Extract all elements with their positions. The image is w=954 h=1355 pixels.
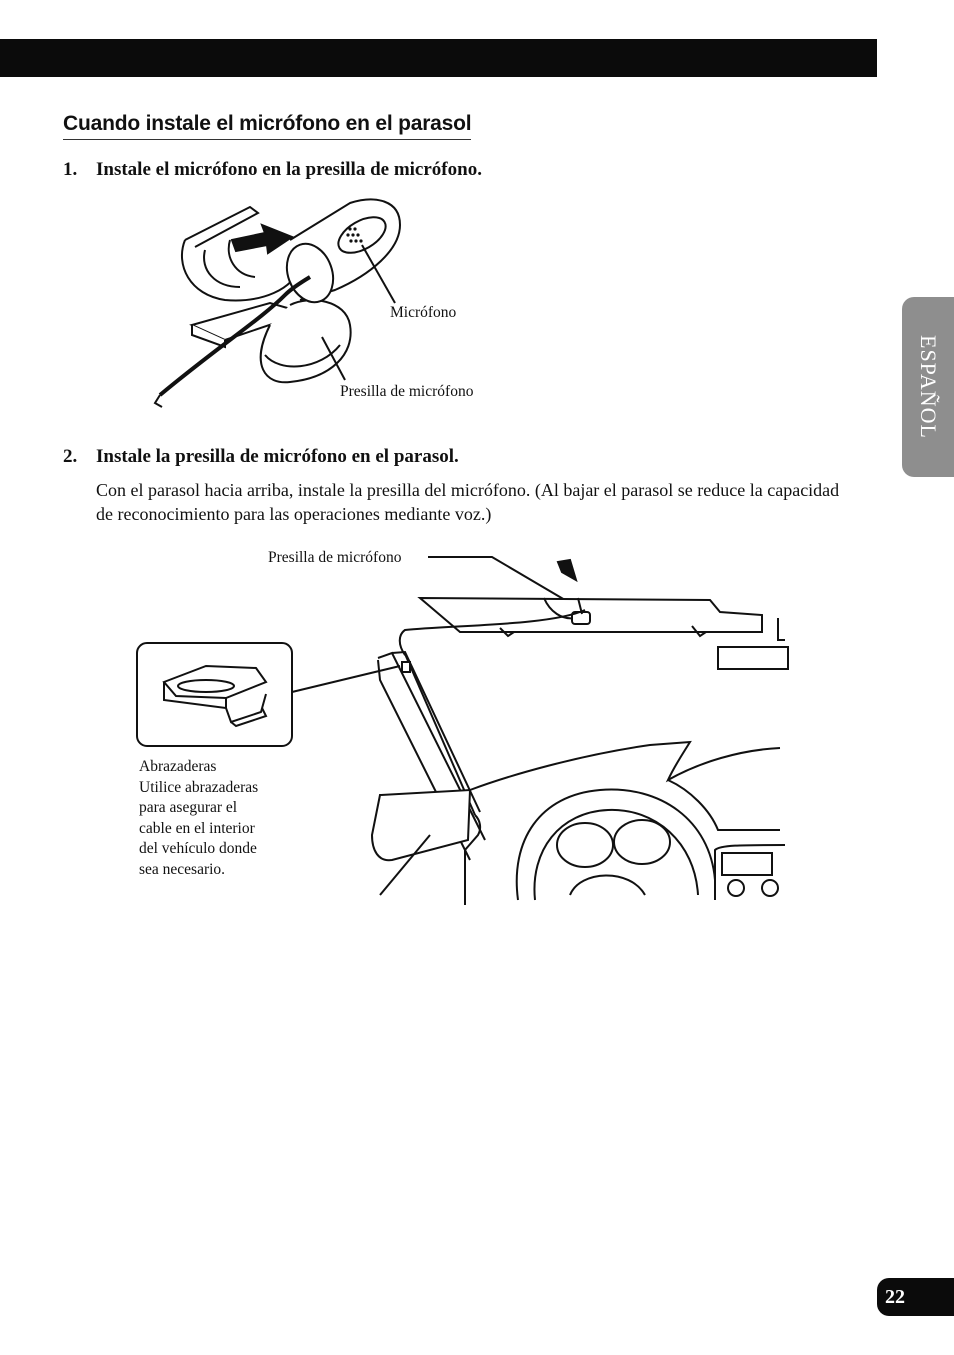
clamp-inset-box (136, 642, 294, 748)
language-tab-label: ESPAÑOL (916, 335, 941, 439)
step-2-number: 2. (63, 446, 78, 467)
step-2-text: Instale la presilla de micrófono en el parasol. (96, 446, 459, 467)
section-title: Cuando instale el micrófono en el parasol (63, 112, 471, 140)
clamps-note-line-1: Abrazaderas (139, 758, 217, 775)
clamps-note-line-4: cable en el interior (139, 819, 255, 837)
step-1-text: Instale el micrófono en la presilla de micrófono. (96, 159, 482, 180)
clamps-note-line-3: para asegurar el (139, 799, 238, 817)
language-tab (902, 297, 954, 477)
clamps-note-line-5: del vehículo donde (139, 840, 257, 858)
clamps-note-line-2: Utilice abrazaderas (139, 778, 259, 796)
step-2-body: Con el parasol hacia arriba, instale la presilla del micrófono. (Al bajar el parasol se reduce la capacidad de reconocimiento para las operaciones mediante voz.) (96, 480, 840, 524)
step-1-number: 1. (63, 159, 78, 180)
clamps-note-line-6: sea necesario. (139, 860, 226, 878)
label-mic-clip: Presilla de micrófono (340, 383, 474, 400)
clamps-note (139, 757, 258, 881)
label-microphone: Micrófono (390, 304, 457, 321)
label-visor-clip: Presilla de micrófono (268, 549, 402, 566)
header-bar (0, 39, 877, 77)
page-number: 22 (877, 1278, 954, 1316)
step-2 (63, 446, 459, 468)
step-1 (63, 159, 482, 181)
